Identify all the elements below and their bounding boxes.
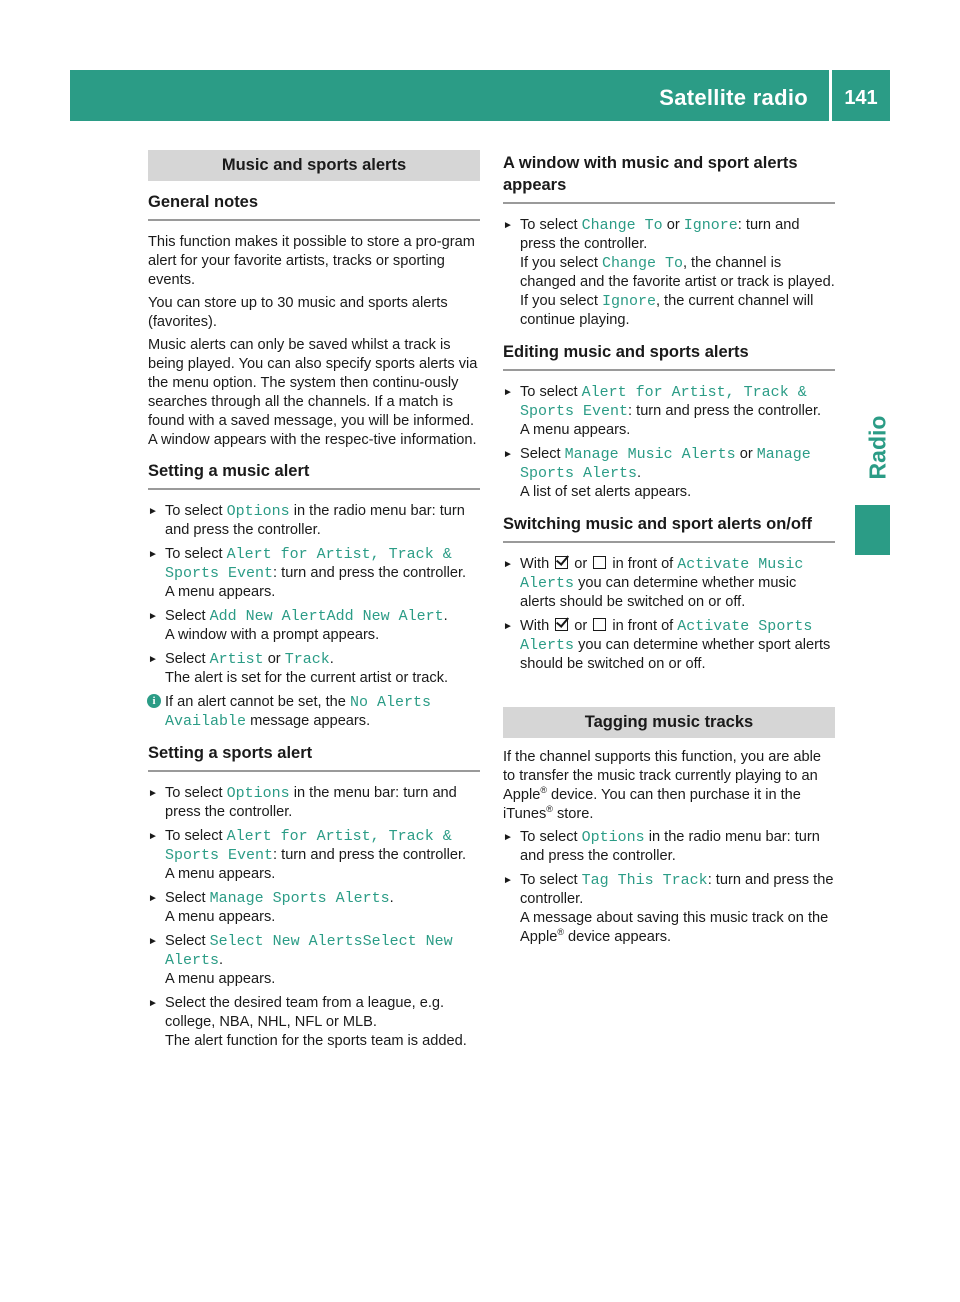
menu-term: Add New AlertAdd New Alert bbox=[209, 608, 444, 625]
step-arrow-icon: ► bbox=[148, 654, 158, 665]
paragraph: You can store up to 30 music and sports alerts (favorites). bbox=[148, 295, 448, 330]
menu-term: Alert for Artist, Track & Sports Event bbox=[520, 384, 807, 420]
menu-term: Change To bbox=[581, 217, 663, 234]
step-arrow-icon: ► bbox=[148, 998, 158, 1009]
step-item: ► Select Select New AlertsSelect New Alerts. A menu appears. bbox=[148, 933, 453, 987]
step-arrow-icon: ► bbox=[148, 936, 158, 947]
menu-term: Manage Sports Alerts bbox=[209, 890, 390, 907]
menu-term: Activate Music Alerts bbox=[520, 556, 804, 592]
step-arrow-icon: ► bbox=[148, 611, 158, 622]
info-icon: i bbox=[147, 694, 161, 708]
step-item: ► With or in front of Activate Music Alerts you can determine whether music alerts should be switched on or off. bbox=[503, 556, 804, 610]
menu-term: Options bbox=[226, 503, 290, 520]
heading-window-alerts: A window with music and sport alerts appears bbox=[503, 152, 835, 204]
step-item: ► To select Options in the radio menu bar: turn and press the controller. bbox=[503, 829, 820, 864]
header-bar bbox=[70, 70, 890, 121]
step-arrow-icon: ► bbox=[148, 549, 158, 560]
step-item: ► To select Tag This Track: turn and press the controller. A message about saving this music track on the Apple® device appears. bbox=[503, 872, 834, 945]
step-item: ► With or in front of Activate Sports Alerts you can determine whether sport alerts should be switched on or off. bbox=[503, 618, 831, 672]
menu-term: Change To bbox=[601, 255, 683, 272]
paragraph: Music alerts can only be saved whilst a track is being played. You can also specify sports alerts via the menu option. The system then continu-ously searches through all the channels. If a match is found with a saved message, you will be informed. A window appears with the respec-tive information. bbox=[148, 337, 478, 448]
checkbox-checked-icon bbox=[555, 556, 568, 569]
paragraph: If the channel supports this function, you are able to transfer the music track currently playing to an Apple® device. You can then purchase it in the iTunes® store. bbox=[503, 749, 822, 822]
step-arrow-icon: ► bbox=[503, 832, 513, 843]
step-item: ► To select Alert for Artist, Track & Sports Event: turn and press the controller. A menu appears. bbox=[148, 828, 467, 882]
heading-editing-alerts: Editing music and sports alerts bbox=[503, 341, 835, 371]
chapter-title: Satellite radio bbox=[659, 85, 808, 110]
step-item: ► Select the desired team from a league, e.g. college, NBA, NHL, NFL or MLB. The alert function for the sports team is added. bbox=[148, 995, 467, 1049]
step-arrow-icon: ► bbox=[503, 621, 513, 632]
step-arrow-icon: ► bbox=[503, 875, 513, 886]
section-title-tagging: Tagging music tracks bbox=[503, 707, 835, 738]
menu-term: Alert for Artist, Track & Sports Event bbox=[165, 828, 452, 864]
menu-term: Options bbox=[581, 829, 645, 846]
heading-general-notes: General notes bbox=[148, 191, 480, 221]
heading-sports-alert: Setting a sports alert bbox=[148, 742, 480, 772]
side-tab-label: Radio bbox=[864, 415, 891, 480]
page-number: 141 bbox=[844, 87, 878, 109]
heading-music-alert: Setting a music alert bbox=[148, 460, 480, 490]
step-arrow-icon: ► bbox=[148, 831, 158, 842]
step-arrow-icon: ► bbox=[148, 788, 158, 799]
side-tab-marker bbox=[855, 505, 890, 555]
menu-term: Ignore bbox=[683, 217, 738, 234]
menu-term: Activate Sports Alerts bbox=[520, 618, 813, 654]
step-item: ► To select Options in the radio menu bar: turn and press the controller. bbox=[148, 503, 465, 538]
checkbox-unchecked-icon bbox=[593, 556, 606, 569]
step-arrow-icon: ► bbox=[148, 506, 158, 517]
paragraph: This function makes it possible to store a pro-gram alert for your favorite artists, tracks or sporting events. bbox=[148, 234, 475, 288]
step-item: ► To select Change To or Ignore: turn and press the controller. If you select Change To, the channel is changed and the favorite artist or track is played. If you select Ignore, the current channel will continue playing. bbox=[503, 217, 835, 328]
side-tab bbox=[866, 408, 890, 488]
step-arrow-icon: ► bbox=[503, 559, 513, 570]
menu-term: Tag This Track bbox=[581, 872, 708, 889]
step-arrow-icon: ► bbox=[503, 387, 513, 398]
step-item: ► Select Manage Sports Alerts. A menu appears. bbox=[148, 890, 394, 925]
menu-term: Artist bbox=[209, 651, 264, 668]
right-column bbox=[503, 152, 835, 952]
menu-term: Track bbox=[284, 651, 330, 668]
left-column bbox=[148, 150, 480, 1056]
menu-term: Ignore bbox=[601, 293, 656, 310]
menu-term: No Alerts Available bbox=[165, 694, 431, 730]
step-item: ► Select Add New AlertAdd New Alert. A window with a prompt appears. bbox=[148, 608, 448, 643]
step-arrow-icon: ► bbox=[503, 449, 513, 460]
menu-term: Select New AlertsSelect New Alerts bbox=[165, 933, 453, 969]
step-arrow-icon: ► bbox=[503, 220, 513, 231]
heading-switching-alerts: Switching music and sport alerts on/off bbox=[503, 513, 835, 543]
step-item: ► Select Artist or Track. The alert is set for the current artist or track. bbox=[148, 651, 449, 686]
step-item: ► To select Alert for Artist, Track & Sports Event: turn and press the controller. A menu appears. bbox=[503, 384, 822, 438]
step-item: ► To select Alert for Artist, Track & Sports Event: turn and press the controller. A menu appears. bbox=[148, 546, 467, 600]
checkbox-unchecked-icon bbox=[593, 618, 606, 631]
step-item: ► To select Options in the menu bar: turn and press the controller. bbox=[148, 785, 457, 820]
menu-term: Manage Sports Alerts bbox=[520, 446, 811, 482]
step-item: ► Select Manage Music Alerts or Manage Sports Alerts. A list of set alerts appears. bbox=[503, 446, 811, 500]
menu-term: Manage Music Alerts bbox=[564, 446, 736, 463]
menu-term: Options bbox=[226, 785, 290, 802]
section-title-music-sports-alerts: Music and sports alerts bbox=[148, 150, 480, 181]
info-note: i If an alert cannot be set, the No Alerts Available message appears. bbox=[148, 693, 480, 731]
step-arrow-icon: ► bbox=[148, 893, 158, 904]
checkbox-checked-icon bbox=[555, 618, 568, 631]
menu-term: Alert for Artist, Track & Sports Event bbox=[165, 546, 452, 582]
